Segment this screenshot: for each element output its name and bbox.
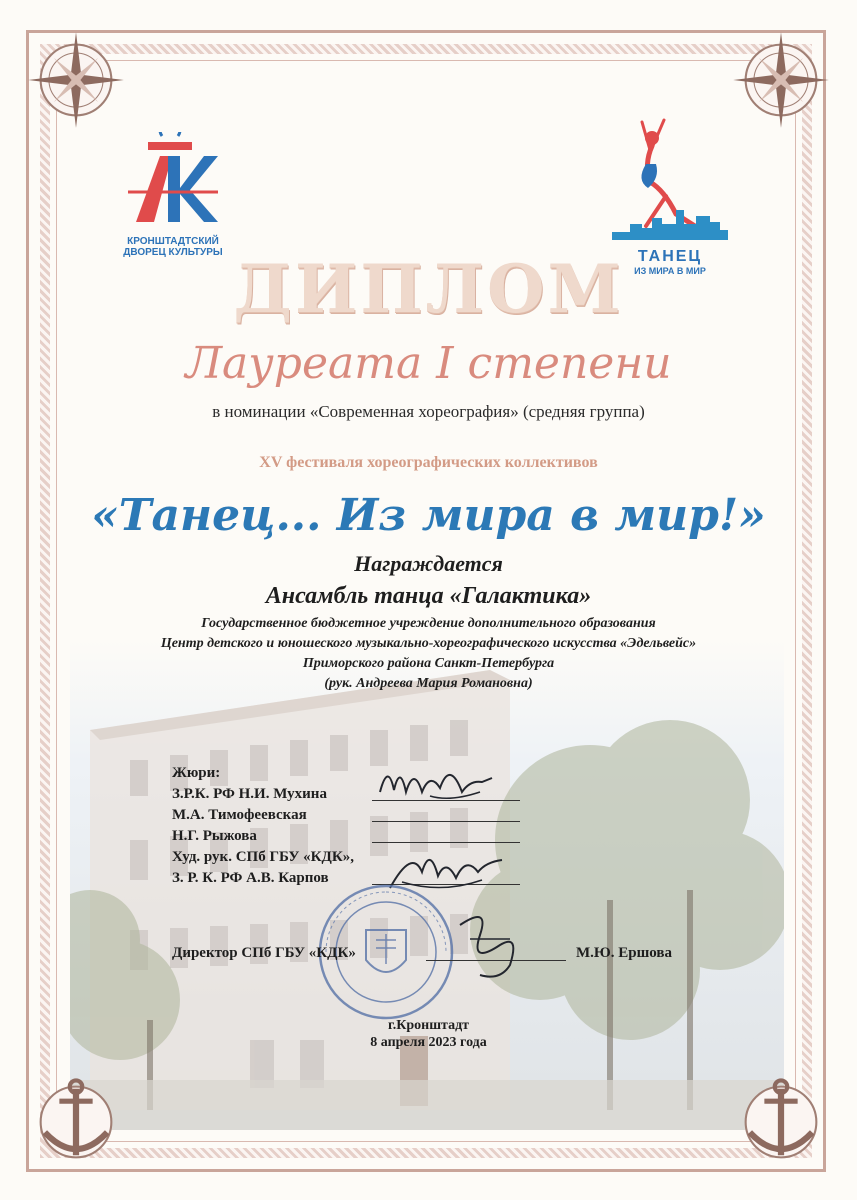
anchor-icon [729, 1070, 833, 1174]
signature-line [372, 821, 520, 822]
laureate-degree: Лауреата I степени [185, 338, 672, 389]
city: г.Кронштадт [387, 1018, 470, 1033]
awarded-label: Награждается [354, 551, 503, 576]
logo-left-line1: КРОНШТАДТСКИЙ [127, 236, 219, 247]
ensemble-name: Ансамбль танца «Галактика» [265, 583, 592, 609]
logo-right-title: ТАНЕЦ [637, 248, 703, 265]
kronstadt-palace-logo [118, 132, 228, 258]
jury-member: З. Р. К. РФ А.В. Карпов [172, 870, 329, 886]
jury-member: З.Р.К. РФ Н.И. Мухина [172, 786, 327, 802]
jury-signature-1 [370, 752, 500, 812]
jury-label: Жюри: [172, 765, 221, 781]
jury-member: М.А. Тимофеевская [172, 807, 307, 823]
jury-member: Н.Г. Рыжова [172, 828, 257, 844]
kdk-emblem-icon [118, 132, 228, 232]
director-signature [440, 905, 540, 985]
logo-left-line2: ДВОРЕЦ КУЛЬТУРЫ [123, 247, 223, 258]
institution-line: Центр детского и юношеского музыкально-хореографического искусства «Эдельвейс» [160, 636, 697, 651]
dancer-icon [606, 118, 734, 248]
festival-name: «Танец... Из мира в мир!» [91, 490, 766, 541]
nomination-text: в номинации «Современная хореография» (средняя группа) [212, 402, 645, 421]
institution-leader: (рук. Андреева Мария Романовна) [324, 676, 533, 691]
diploma-title: ДИПЛОМ [233, 250, 624, 328]
compass-rose-icon [24, 28, 128, 132]
jury-member: Худ. рук. СПб ГБУ «КДК», [172, 849, 354, 865]
institution-line: Приморского района Санкт-Петербурга [302, 656, 555, 671]
date: 8 апреля 2023 года [370, 1035, 487, 1050]
director-name: М.Ю. Ершова [576, 945, 673, 961]
festival-text: XV фестиваля хореографических коллективов [259, 454, 598, 471]
compass-rose-icon [729, 28, 833, 132]
anchor-icon [24, 1070, 128, 1174]
logo-right-subtitle: ИЗ МИРА В МИР [634, 266, 706, 276]
institution-line: Государственное бюджетное учреждение дополнительного образования [201, 616, 656, 631]
director-label: Директор СПб ГБУ «КДК» [172, 945, 356, 961]
